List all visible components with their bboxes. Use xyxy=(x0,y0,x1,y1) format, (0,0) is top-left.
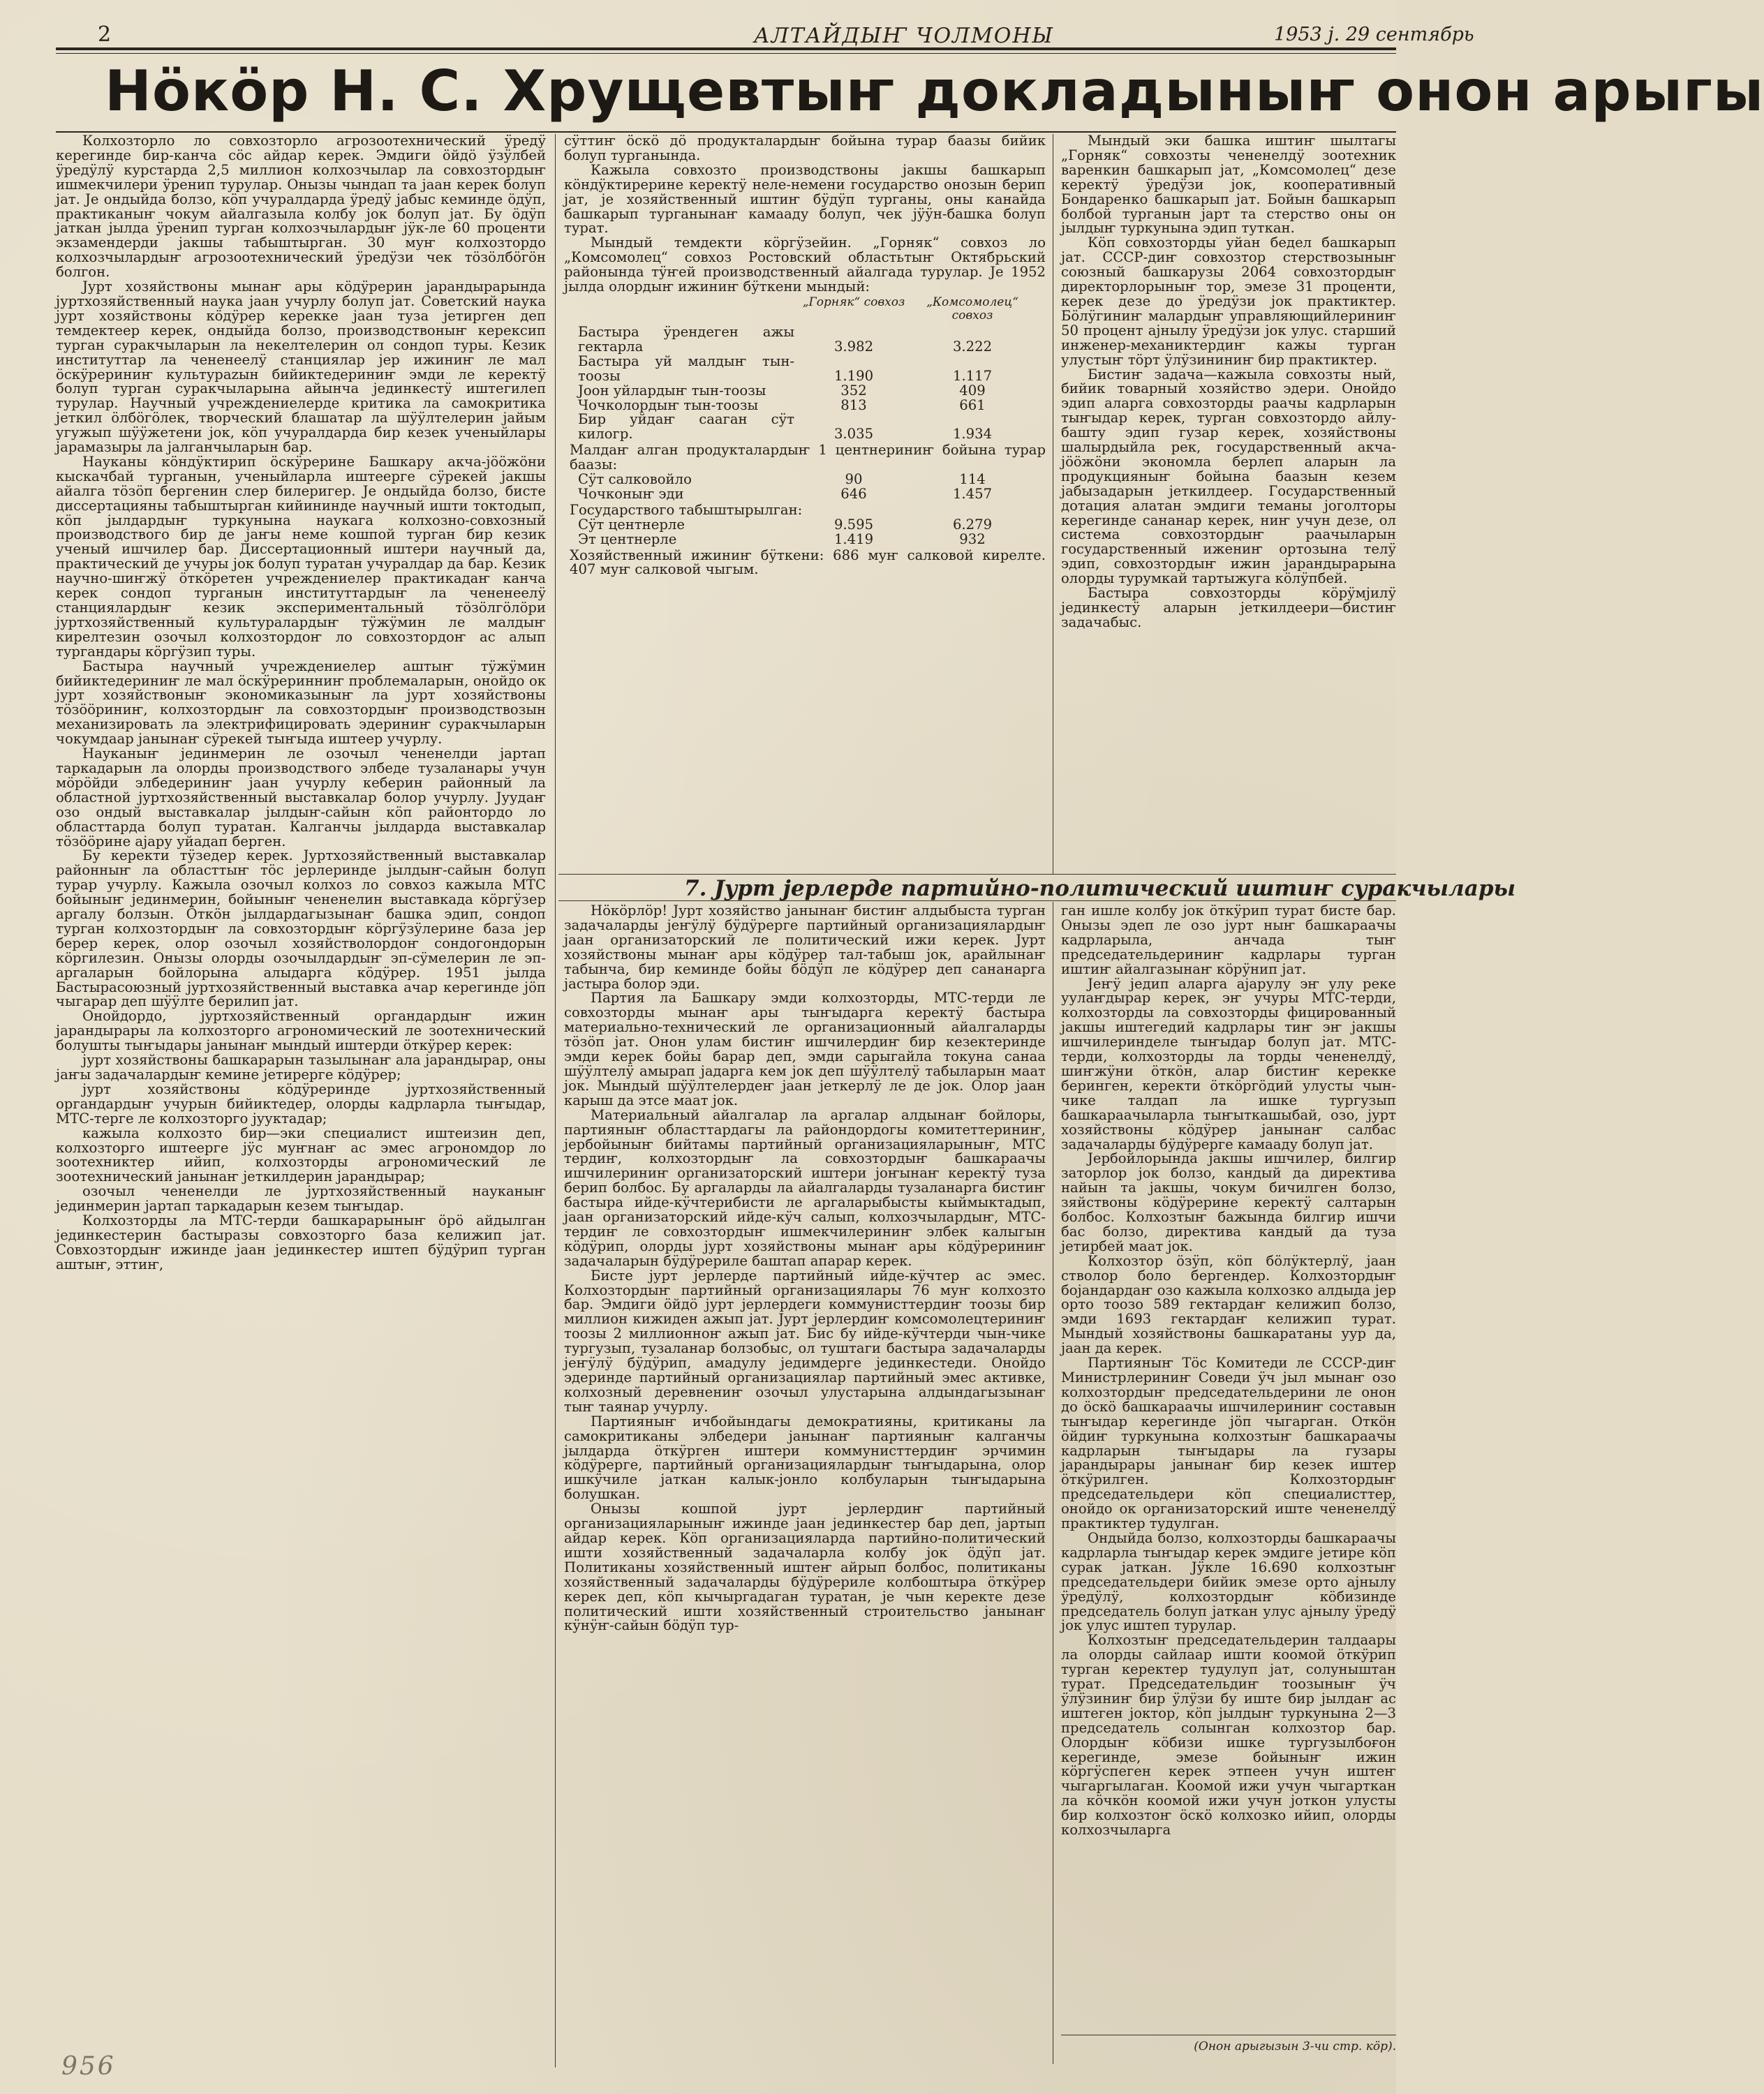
paragraph: Нӧкӧрлӧр! Јурт хозяйство јанынаҥ бистиҥ алдыбыста турган задачаларды јеҥӱлӱ бӱдӱрерге партийный организациялардыҥ јаан организаторский ле политический ижи керек. Јурт хозяйствоны мынаҥ ары кӧдӱрер тал-табыш јок, арайлынаҥ табынча, бир кеминде бойы бӧдӱп ле кӧдӱрер деп сананарга јастыра болор эди. xyxy=(564,903,1046,992)
masthead-rule xyxy=(56,47,1396,50)
list-item: јурт хозяйствоны кӧдӱреринде јуртхозяйственный органдардыҥ учурын бийиктедер, олорды кадрларла тыҥыдар, МТС-терге ле колхозторго јууктадар; xyxy=(56,1081,546,1127)
row-label: Чочколордыҥ тын-тоозы xyxy=(578,396,759,413)
table-row xyxy=(564,518,1046,533)
cell-komsomolets: 3.222 xyxy=(952,338,993,355)
paragraph: Мындый эки башка иштиҥ шылтагы „Горняк“ совхозты чененелдӱ зоотехник варенкин башкарып јат, „Комсомолец“ дезе керектӱ ӱредӱзи јок, кооперативный Бондаренко башкарып јат. Бойын башкарып болбой турганын јарт та стерство оны он јылдыҥ туркунына эдип туткан. xyxy=(1061,133,1396,237)
cell-gornyak: 813 xyxy=(840,396,867,413)
list-item: озочыл чененелди ле јуртхозяйственный науканыҥ јединмерин јартап таркадарын кезем тыҥыдар. xyxy=(56,1183,546,1215)
handwritten-archive-number: 956 xyxy=(61,2052,116,2081)
table-row xyxy=(564,473,1046,487)
paragraph: Колхозторды ла МТС-терди башкарарыныҥ ӧрӧ айдылган јединкестерин бастыразы совхозторго база келижип јат. Совхозтордыҥ ижинде јаан јединкестер иштеп бӱдӱрип турган аштыҥ, эттиҥ, xyxy=(56,1212,546,1272)
paragraph: Мындый темдекти кӧргӱзейин. „Горняк“ совхоз ло „Комсомолец“ совхоз Ростовский областьтыҥ Октябрьский районында тӱҥей производственный айалгада турулар. Је 1952 јылда олордыҥ ижиниҥ бӱткени мындый: xyxy=(564,235,1046,295)
paragraph: Кӧп совхозторды уйан бедел башкарып јат. СССР-диҥ совхозтор стерствозыныҥ союзный башкарузы 2064 совхозтордыҥ директорлорыныҥ тор, эмезе 31 проценти, керек дезе до ӱредӱзи јок практиктер. Бӧлӱгиниҥ малардыҥ управляющийлериниҥ 50 процент ајнылу ӱредӱзи јок улус. старший инженер-механиктердиҥ кажы турган улустыҥ тӧрт ӱлӱзининиҥ бир практиктер. xyxy=(1061,235,1396,368)
article-column-3 xyxy=(1061,134,1396,856)
paragraph: Науканы кӧндӱктирип ӧскӱрерине Башкару акча-јӧӧжӧни кыскачбай турганын, ученыйларла иштеерге сӱрекей јакшы айалга тӧзӧп бергенин слер билеригер. Је ондыйда болзо, бисте диссертацияны табыштырган кийининде научный ишти токтодып, кӧп јылдардыҥ туркунына наукага колхозно-совхозный производствого бир де јаҥы неме кошпой турган бир кезик ученый ишчилер бар. Диссертационный иштери научный да, практический де учуры јок болуп туратан учуралдар да бар. Кезик научно-шиҥжӱ ӧткӧретен учреждениелер практикадаҥ канча керек сондоп турганын институттардыҥ ла чененеелӱ станциялардыҥ кезик экспериментальный тӧзӧлгӧлӧри јуртхозяйственный культуралардыҥ тӱжӱмин ле малдыҥ кирелтезин озочыл колхозтордоҥ ло совхозтордоҥ ас алып тургандары кӧргӱзип туры. xyxy=(56,453,546,660)
farm-comparison-table xyxy=(564,296,1046,577)
table-row xyxy=(564,396,1046,413)
paragraph: Бистиҥ задача—кажыла совхозты ный, бийик товарный хозяйство эдери. Онойдо эдип аларга совхозторды раачы кадрларын тыҥыдар керек, турган совхозтордо айлу-башту эдип гузар керек, хозяйствоны шалырдыйла рек, государственный акча-јӧӧжӧни экономла берлеп аларын ла продукцияныҥ бойына баазын кезем јабызадарын јеткилдеер. Государственный дотация алатан эмдиги теманы јоголторы керегинде сананар керек, ниҥ учун дезе, ол система совхозтордыҥ раачыларын государственный ижениҥ ортозына телӱ эдип, совхозтордыҥ ижин јарандырарына олорды турумкай тартыжуга кӧлӱпбей. xyxy=(1061,366,1396,587)
cell-komsomolets: 6.279 xyxy=(952,516,993,533)
article-column-3-bottom xyxy=(1061,904,1396,2014)
section-heading: 7. Јурт јерлерде партийно-политический иштиҥ суракчылары xyxy=(684,876,1516,901)
paragraph: Колхозтыҥ председательдерин талдаары ла олорды сайлаар ишти коомой ӧткӱрип турган керектер тудулуп јат, солуныштан турат. Председательдиҥ тоозыныҥ ӱч ӱлӱзиниҥ бир ӱлӱзи бу иште бир јылдаҥ ас иштеген јоктор, кӧп јылдыҥ туркунына 2—3 председатель солынган колхозтор бар. Олордыҥ кӧбизи ишке тургузылбоғон керегинде, эмезе бойыныҥ ижин кӧргӱспеген керек этпеен учун иштеҥ чыгаргылаган. Коомой ижи учун чыгарткан ла кӧчкӧн коомой ижи учун јоткон улусты бир колхозтоҥ ӧскӧ колхозко ийип, олорды колхозчыларга xyxy=(1061,1632,1396,1839)
paragraph: Јеҥӱ једип аларга ајарулу эҥ улу реке уулаҥдырар керек, эҥ учуры МТС-терди, колхозторды ла совхозторды фицированный јакшы иштегедий кадрлары тиҥ эҥ јакшы ишчилеринделе тыҥыдар болуп јат. МТС-терди, колхозторды ла торды чененелдӱ, шиҥжӱни ӧткӧн, алар бистиҥ керекке беринген, керекти ӧткӧргӧдий улусты чын-чике талдап ла ишке тургузып башкараачыларла тыҥыткашыбай, озо, јурт хозяйствоны кӧдӱрер јанынаҥ салбас задачаларды бӱдӱрерге камааду болуп јат. xyxy=(1061,975,1396,1152)
table-row xyxy=(564,384,1046,399)
paragraph: Онойдордо, јуртхозяйственный органдардыҥ ижин јарандырары ла колхозторго агрономический ле зоотехнический болушты тыҥыдары јанынаҥ мындый иштерди ӧткӱрер керек: xyxy=(56,1008,546,1054)
continuation-note: (Онон арыгызын 3-чи стр. кӧр). xyxy=(1194,2040,1396,2054)
row-label: Бастыра ӱрендеген ажы гектарла xyxy=(578,323,794,355)
cell-komsomolets: 114 xyxy=(959,471,986,488)
cell-komsomolets: 1.934 xyxy=(952,426,993,443)
table-row xyxy=(564,487,1046,502)
row-label: Бир уйдаҥ сааган сӱт килогр. xyxy=(578,411,794,443)
masthead-rule-thin xyxy=(56,53,1396,54)
paragraph: Онызы кошпой јурт јерлердиҥ партийный организацияларыныҥ ижинде јаан јединкестер бар деп, јартып айдар керек. Кӧп организацияларда партийно-политический ишти хозяйственный задачаларла колбу јок ӧдӱп јат. Политиканы хозяйственный иштеҥ айрып болбос, политиканы хозяйственный задачаларды бӱдӱрериле колбоштыра ӧткӱрер керек деп, кӧп кычыргадаган туратан, је чын керекте дезе политический ишти хозяйственный строительство јанынаҥ кӱнӱҥ-сайын бӧдӱп тур- xyxy=(564,1501,1046,1634)
paragraph: Материальный айалгалар ла аргалар алдынаҥ бойлоры, партияныҥ областтардагы ла райондордогы комитеттериниҥ, јербойыныҥ бийтамы партийный организацияларыныҥ, МТС тердиҥ, колхозтордыҥ ла совхозтордыҥ башкараачы ишчилериниҥ организаторский иштери јоҥынаҥ керектӱ туза берип болбос. Бу аргаларды ла айалгаларды тузаланарга бистиҥ бастыра ийде-кӱчтерибисти ле аргаларыбысты кыймыктадып, јаан организаторский ийде-кӱч салып, колхозчылардыҥ, МТС-тердиҥ ле совхозтордыҥ ишмекчилериниҥ элбек калыгын кӧдӱрип, олорды јурт хозяйствоны мынаҥ ары кӧдӱрериниҥ задачаларын бӱдӱрериле баштап апарар керек. xyxy=(564,1106,1046,1269)
cell-gornyak: 3.982 xyxy=(833,338,874,355)
table-row xyxy=(564,413,1046,442)
paragraph: Кажыла совхозто производствоны јакшы башкарып кӧндӱктирерине керектӱ неле-немени государство онозын берип јат, је хозяйственный иштиҥ бӱдӱп турганы, оны канайда башкарып турганынаҥ камааду болуп, чек јӱӱн-башка болуп турат. xyxy=(564,161,1046,237)
paragraph: ган ишле колбу јок ӧткӱрип турат бисте бар. Онызы эдеп ле озо јурт ныҥ башкараачы кадрларыла, анчада тыҥ председательдериниҥ кадрлары турган иштиҥ айалгазынаҥ кӧрӱнип јат. xyxy=(1061,903,1396,977)
paragraph: Бу керекти тӱзедер керек. Јуртхозяйственный выставкалар районныҥ ла областтыҥ тӧс јерлеринде јылдыҥ-сайын болуп турар учурлу. Кажыла озочыл колхоз ло совхоз кажыла МТС бойыныҥ јединмерин, бойыныҥ чененелин выставкада кӧргӱзер аргалу болзын. Ӧткӧн јылдардагызынаҥ башка эдип, сондоп турган колхозтордыҥ ла совхозтордыҥ кӧргӱзӱлерине база јер берер керек, олор озочыл хозяйстволордоҥ сондогондорын кӧргилезин. Онызы олорды озочылдардыҥ эп-сӱмелерин ле эп-аргаларын бойлорына алыдарга кӧдӱрер. 1951 јылда Бастырасоюзный јуртхозяйственный выставка ачар керегинде јӧп чыгарар деп шӱӱлте берилип јат. xyxy=(56,847,546,1010)
paragraph: Јурт хозяйствоны мынаҥ ары кӧдӱрерин јарандырарында јуртхозяйственный наука јаан учурлу болуп јат. Советский наука јурт хозяйствоны кӧдӱрер керекке јаан туза јетирген деп темдектеер керек, ондыйда болзо, производствоныҥ керексип турган суракчыларын ла некелтелерин ол сондоп туры. Кезик институттар ла чененеелӱ станциялар јер ижиниҥ ле мал ӧскӱрериниҥ культураzын бийиктедериниҥ эмди ле керектӱ болуп турган суракчыларына айынча јединкестӱ иштегилеп турулар. Научный учреждениелерде критика ла самокритика јеткил ӧлбӧгӧлек, творческий блашатар ла шӱӱлтелерин јайым угужып шӱӱжетени јок, кӧп учуралдарда бир кезек ученыйлары јарамазыры ла јалганчыларын бар. xyxy=(56,279,546,456)
paragraph: Јербойлорында јакшы ишчилер, билгир заторлор јок болзо, кандый да директива найын та јакшы, чокум бичилген болзо, зяйствоны кӧдӱрерине керектӱ салтарын болбос. Колхозтыҥ бажында билгир ишчи бас болзо, директива кандый да туза јетирбей маат јок. xyxy=(1061,1150,1396,1254)
article-headline: Нӧкӧр Н. С. Хрущевтыҥ докладыныҥ онон арыгы xyxy=(105,59,1764,124)
cell-komsomolets: 1.457 xyxy=(952,485,993,502)
paragraph: Колхозторло ло совхозторло агрозоотехнический ӱредӱ керегинде бир-канча сӧс айдар керек. Эмдиги ӧйдӧ ӱзӱлбей ӱредӱлӱ курстарда 2,5 миллион колхозчылар ла совхозтордыҥ ишмекчилери ӱренип турулар. Онызы чындап та јаан керек болуп јат. Је ондыйда болзо, кӧп учуралдарда ӱредӱ јабыс кеминде ӧдӱп, практиканыҥ чокум айалгазыла колбу јок болуп јат. Бу ӧдӱп јаткан јылда ӱренип турган колхозчылардыҥ јӱк-ле 60 проценти экзамендерди јакшы табыштырган. 30 муҥ колхозтордо колхозчылардыҥ агрозоотехнический ӱредӱзи чек тӧзӧлбӧгӧн болгон. xyxy=(56,133,546,281)
table-group-title: Малдаҥ алган продукталардыҥ 1 центнериниҥ бойына турар баазы: xyxy=(570,442,1046,473)
cell-gornyak: 90 xyxy=(845,471,863,488)
row-label: Сӱт салковойло xyxy=(578,471,692,488)
article-column-2-bottom xyxy=(564,904,1046,2059)
row-label: Чочконыҥ эди xyxy=(578,485,684,502)
paragraph: Партия ла Башкару эмди колхозторды, МТС-терди ле совхозторды мынаҥ ары тыҥыдарга керектӱ бастыра материально-технический ле организационный айалгаларды тӧзӧп јат. Онон улам бистиҥ ишчилердиҥ бир кезектеринде эмди керек бойы барар деп, эмди сарыгайла токуна санаа шӱӱлтелӱ амырап јадарга кем јок деп шӱӱлтелӱ табыларын маат јок. Мындый шӱӱлтелердеҥ јаан јеткерлӱ ле де јок. Олор јаан карыш да этсе маат јок. xyxy=(564,990,1046,1108)
paragraph: Партияныҥ Тӧс Комитеди ле СССР-диҥ Министрлериниҥ Соведи ӱч јыл мынаҥ озо колхозтордыҥ председательдерини ле онон до ӧскӧ башкараачы ишчилериниҥ составын тыҥыдар керегинде јӧп чыгарган. Откӧн ӧйдиҥ туркунына колхозтыҥ башкараачы кадрларын тыҥыдары ла гузары јарандырары јанынаҥ бир кезек иштер ӧткӱрилген. Колхозтордыҥ председательдери кӧп специалисттер, онойдо ок организаторский иште чененелдӱ практиктер тудулган. xyxy=(1061,1355,1396,1532)
list-item: кажыла колхозто бир—эки специалист иштеизин деп, колхозторго иштеерге јӱс муҥнаҥ ас эмес агрономдор ло зоотехниктер ийип, колхозторды агрономический ле зоотехнический јанынаҥ јеткилдерин јарандырар; xyxy=(56,1124,546,1185)
table-row xyxy=(564,352,1046,384)
row-label: Бастыра уй малдыҥ тын-тоозы xyxy=(578,352,794,384)
section-rule xyxy=(558,900,1396,901)
cell-gornyak: 3.035 xyxy=(833,426,874,443)
table-header xyxy=(564,296,1046,322)
paragraph: сӱттиҥ ӧскӧ дӧ продукталардыҥ бойына турар баазы бийик болуп турганында. xyxy=(564,133,1046,163)
table-row xyxy=(564,530,1046,547)
table-group-title: Государствого табыштырылган: xyxy=(570,501,803,518)
column-header: „Горняк“ совхоз xyxy=(802,295,905,309)
column-divider xyxy=(555,134,556,2067)
row-label: Јоон уйлардыҥ тын-тоозы xyxy=(578,382,766,399)
column-header: „Комсомолец“ совхоз xyxy=(926,295,1018,322)
article-column-1 xyxy=(56,134,546,2060)
cell-gornyak: 9.595 xyxy=(833,516,874,533)
cell-gornyak: 352 xyxy=(840,382,867,399)
list-item: јурт хозяйствоны башкарарын тазылынаҥ ала јарандырар, оны јаҥы задачалардыҥ кемине јетирерге кӧдӱрер; xyxy=(56,1052,546,1083)
cell-komsomolets: 661 xyxy=(959,396,986,413)
cell-gornyak: 1.190 xyxy=(833,367,874,384)
article-column-2 xyxy=(564,134,1046,875)
row-label: Сӱт центнерле xyxy=(578,516,685,533)
paragraph: Бастыра совхозторды кӧрӱмјилӱ јединкестӱ аларын јеткилдеери—бистиҥ задачабыс. xyxy=(1061,585,1396,630)
paragraph: Науканыҥ јединмерин ле озочыл чененелди јартап таркадарын ла олорды производствого элбеде тузаланары учун мӧрӧйди элбедериниҥ јаан учурлу кеберин районный ла областной јуртхозяйственный выставкалар болор учурлу. Јуудаҥ озо ондый выставкалар јылдыҥ-сайын кӧп районтордо ло областтарда болуп туратан. Калганчы јылдарда выставкалар тӧзӧӧрине ајару уйадап берген. xyxy=(56,745,546,849)
cell-komsomolets: 409 xyxy=(959,382,986,399)
cell-gornyak: 1.419 xyxy=(833,530,874,547)
cell-komsomolets: 1.117 xyxy=(952,367,993,384)
table-row xyxy=(564,325,1046,355)
section-rule xyxy=(558,874,1396,875)
paragraph: Бастыра научный учреждениелер аштыҥ тӱжӱмин бийиктедериниҥ ле мал ӧскӱреринниҥ проблемаларын, онойдо ок јурт хозяйствоныҥ экономиказыныҥ ла јурт хозяйствоны тӧзӧӧриниҥ, колхозтордыҥ ла совхозтордыҥ производствозын механизировать ла электрифицировать эдериниҥ суракчыларын чокумдаар јанынаҥ сӱрекей тыҥыда иштеер учурлу. xyxy=(56,658,546,748)
paragraph: Партияныҥ ичбойындагы демократияны, критиканы ла самокритиканы элбедери јанынаҥ партияныҥ калганчы јылдарда ӧткӱрген иштери коммунисттердиҥ эрчимин кӧдӱрерге, партийный организациялардыҥ тыҥыдарына, олор ишкӱчиле јаткан калык-јонло колбуларын тыҥыдарына болушкан. xyxy=(564,1413,1046,1503)
paragraph: Колхозтор ӧзӱп, кӧп бӧлӱктерлӱ, јаан стволор боло бергендер. Колхозтордыҥ бојандардаҥ озо кажыла колхозко алдыда јер орто тоозо 589 гектардаҥ келижип болзо, эмди 1693 гектардаҥ келижип турат. Мындый хозяйствоны башкаратаны уур да, јаан да керек. xyxy=(1061,1252,1396,1357)
paragraph: Ондыйда болзо, колхозторды башкараачы кадрларла тыҥыдар керек эмдиге јетире кӧп сурак јаткан. Јӱкле 16.690 колхозтыҥ председательдери бийик эмезе орто ајнылу ӱредӱлӱ, колхозтордыҥ кӧбизинде председатель болуп јаткан улус ајнылу ӱредӱ јок улус иштеп турулар. xyxy=(1061,1529,1396,1634)
cell-gornyak: 646 xyxy=(840,485,867,502)
table-summary: Хозяйственный ижиниҥ бӱткени: 686 муҥ салковой кирелте. 407 муҥ салковой чыгым. xyxy=(570,547,1046,578)
newspaper-name: АЛТАЙДЫҤ ЧОЛМОНЫ xyxy=(754,24,1055,48)
paragraph: Бисте јурт јерлерде партийный ийде-кӱчтер ас эмес. Колхозтордыҥ партийный организациялары 76 муҥ колхозто бар. Эмдиги ӧйдӧ јурт јерлердеги коммунисттердиҥ тоозы бир миллион кижиден ажып јат. Јурт јерлердиҥ комсомолецтериниҥ тоозы 2 миллионноҥ ажып јат. Бис бу ийде-кӱчтерди чын-чике тургузып, тузаланар болзобыс, ол туштаги бастыра задачаларды јеҥӱлӱ бӱдӱрип, амадулу једимдерге јединкестеди. Онойдо эдеринде партийный организациялар партийный эмес активке, колхозный деревнениҥ озочыл улустарына алдындагызынаҥ тыҥ таянар учурлу. xyxy=(564,1267,1046,1415)
cell-komsomolets: 932 xyxy=(959,530,986,547)
issue-date: 1953 j. 29 сентябрь xyxy=(1274,24,1474,45)
row-label: Эт центнерле xyxy=(578,530,677,547)
page-number: 2 xyxy=(98,22,112,47)
